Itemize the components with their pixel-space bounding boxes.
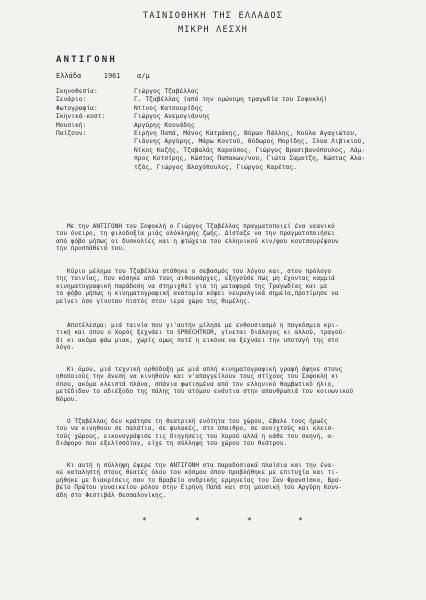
paragraph-line: από φόβο μήπως οι δυσκολίες και η φτώχεια του ελληνικού κιν/φου κουτσουρέψουν (56, 237, 339, 245)
paragraph-line: διάφορο που εξελίσσόταν, είχε τη σύλληψη του χώρου του θεάτρου. (56, 440, 288, 448)
credit-row-screenplay (56, 96, 401, 104)
club-title: ΜΙΚΡΗ ΛΕΣΧΗ (177, 25, 249, 35)
paragraph-line: Κύριο μέλημα του Τζαβέλλα στάθηκε ο σεβασμός του λόγου και, στον πρόλογο (67, 268, 332, 275)
credit-value (134, 130, 401, 172)
archive-title: ΤΑΙΝΙΟΘΗΚΗ ΤΗΣ ΕΛΛΑΔΟΣ (142, 11, 284, 21)
credit-line: Γ. Τζαβέλλας (από την ομώνυμη τραγωδία του Σοφοκλή) (134, 96, 328, 104)
credit-label: Σκηνοθεσία: (56, 88, 98, 95)
paragraph-line: Ο Τζαβέλλας δεν κράτησε τη θεατρική ενότητα του χώρου, έβαλε τους ήρωές (67, 418, 328, 425)
credit-row-cast (56, 130, 401, 172)
credit-label: Σκηνικά-κοστ: (56, 113, 106, 121)
credit-label: Μουσική: (56, 121, 87, 129)
paragraph-line: την προσπάθειά του. (56, 245, 126, 253)
film-title: ΑΝΤΙΓΟΝΗ (56, 55, 117, 65)
paragraph-line: Αποτέλεσμα: μιά ταινία που γι'αυτήν μίλησε με ενθουσιασμό η παγκόσμια κρι- (67, 322, 339, 329)
credit-line: Γιώργος Τζαβέλλας (134, 88, 199, 95)
credit-line: τζάς, Γιώργος Βλαχόπουλος, Γιώργος Καρέτας. (134, 163, 298, 171)
divider-star: * (298, 516, 303, 525)
paragraph-line: μετέδιδαν το αδιέξοδο της πάλης του ατόμου ενάντια στην απανθρωπιά του κοινωνικού (56, 388, 354, 396)
paragraph-line: Κι αυτή η σύλληψη έφερε την ΑΝΤΙΓΟΝΗ στα παραδοσιακά πλαίσια και την ένα- (67, 462, 335, 469)
credit-line: Νίκος Καζής, Τζαβαλάς Καρούσος, Γιώργος Βρασιβανόπουλος, Λάμ- (134, 146, 366, 154)
paragraph-awards (56, 462, 376, 499)
paragraph-line: όπου, ακόμα κλειστά πλάνα, σπάνια φωτισμένα από τον ελληνικό θαμβωτικό ήλιο, (56, 380, 335, 388)
credit-line: Ειρήνη Παπά, Μάνος Κατράκης, Βύρων Πάλλης, Κούλα Αγαγιώτου, (134, 130, 358, 138)
paragraph-line: τούς χώρους, εικονογράφισε τις διηγήσεις του Χορού αλλά η κάθε του σκηνή, α- (56, 432, 335, 440)
film-meta (56, 72, 150, 80)
paragraph-line: Με την ΑΝΤΙΓΟΝΗ του Σοφοκλή ο Γιώργος Τζαβέλλας πραγματοποιεί ένα νεανικό (67, 223, 335, 230)
paragraph-line: τική και όπου ο Χορός ξεχνάει το SPRECHTKOR, γίνεται διάλογος κι αλλού, τραγού- (56, 329, 346, 337)
credit-value (134, 113, 401, 121)
credit-row-music (56, 122, 401, 130)
film-year: 1961 (103, 72, 121, 80)
paragraph-respect-for-text (56, 268, 376, 305)
film-country: Ελλάδα (56, 72, 82, 80)
paragraph-line: του να κινηθουν σε παλάτια, σε φυλακές, στο ύπαιθρο, σε ανοιχτούς και κλεισ- (56, 425, 335, 433)
paragraph-line: ηθοποιούς την άνεση να κινηθούν και ν'απαγγείλουν τους στίχους του Σοφοκλή κι (56, 373, 339, 381)
paragraph-line: μείνει όσο γίνοταν πιστός στον ιερό χώρο της θυμέλης. (56, 297, 251, 305)
credit-value (134, 105, 401, 113)
credit-label: Παίζουν: (56, 130, 87, 138)
credit-line: Γιώργος Ανεμογιάννης (134, 113, 210, 121)
credit-label: Σενάριο: (56, 96, 87, 104)
paragraph-intro (56, 223, 376, 253)
paragraph-line: του όνειρο, τη φιλοδοξία μιάς ολόκληρης ζωής. Δίσταζε να την πραγματοποιήσει (56, 230, 335, 238)
paragraph-technique (56, 366, 376, 403)
paragraph-line: Νόμου. (56, 395, 79, 403)
divider-star: * (247, 516, 252, 525)
film-format: α/μ (137, 72, 150, 80)
paragraph-line: βείο Πρώτου γυναικείου ρόλου στην Ειρήνη Παπά και στη μουσική του Αργύρη Κουν- (56, 484, 343, 492)
credit-row-photography (56, 105, 401, 113)
divider-star: * (195, 516, 200, 525)
credits-list (56, 88, 401, 172)
paragraph-line: κινηματογραφική παράδοση να στηριχθεί για τη μεταφορά της Τραγωδίας και με (56, 282, 328, 290)
paragraph-result (56, 322, 376, 352)
credit-value (134, 122, 401, 130)
credit-line: προς Κοτσίρης, Κώστας Παπακων/νου, Γιώτα Σαμοτζη, Κώστας Αλα- (134, 155, 366, 163)
credit-line: Ντίνος Κατσουρίδης (134, 104, 203, 112)
paragraph-line: άδη στο Φεστιβάλ Θεσσαλονίκης. (56, 491, 167, 499)
paragraph-line: το φόβο μήπως η κινηματογραφική ανατομία κόψει νευραλγικά σημεία,προτίμησε να (56, 290, 339, 298)
paragraph-line: Κι όμου, μιά τεχνική ορθόδοξη με μιά απλή κινηματογραφική γραφή άφηνε στους (67, 366, 343, 373)
paragraph-space (56, 418, 376, 448)
paragraph-line: κε καταληπτή στους θεατές όλου του κόσμου όπου προβλήθηκε με επιτυχία και τι- (56, 469, 339, 477)
credit-label: Φωτογραφία: (56, 104, 98, 112)
paragraph-line: μήθηκε με διακρίσεις σαν το Βραβείο ανδρικής ερμηνείας του Σαν Φρανσίσκο, Βρα- (56, 476, 343, 484)
paragraph-line: λόγο. (56, 344, 75, 352)
credit-row-sets-costumes (56, 113, 401, 121)
paragraph-line: δι κι ακόμα φάω μιακ, χωρίς ομως ποτέ η εικόνα να ξεχνάει την υποταγή της στο (56, 336, 339, 344)
credit-line: Γιάννης Αργύρης, Μάρω Κοντού, Θόδωρος Μορίδης, Ιλυα Λιβικιού, (134, 138, 366, 146)
divider-star: * (142, 516, 147, 525)
credit-value (134, 96, 401, 104)
paragraph-line: της ταινίας, που κόσηκε από τους αιθουσάρχες, εξηγούσε πως μη έχοντας καμμιά (56, 275, 335, 283)
credit-line: Αργύρης Κουνάδης (134, 121, 195, 129)
